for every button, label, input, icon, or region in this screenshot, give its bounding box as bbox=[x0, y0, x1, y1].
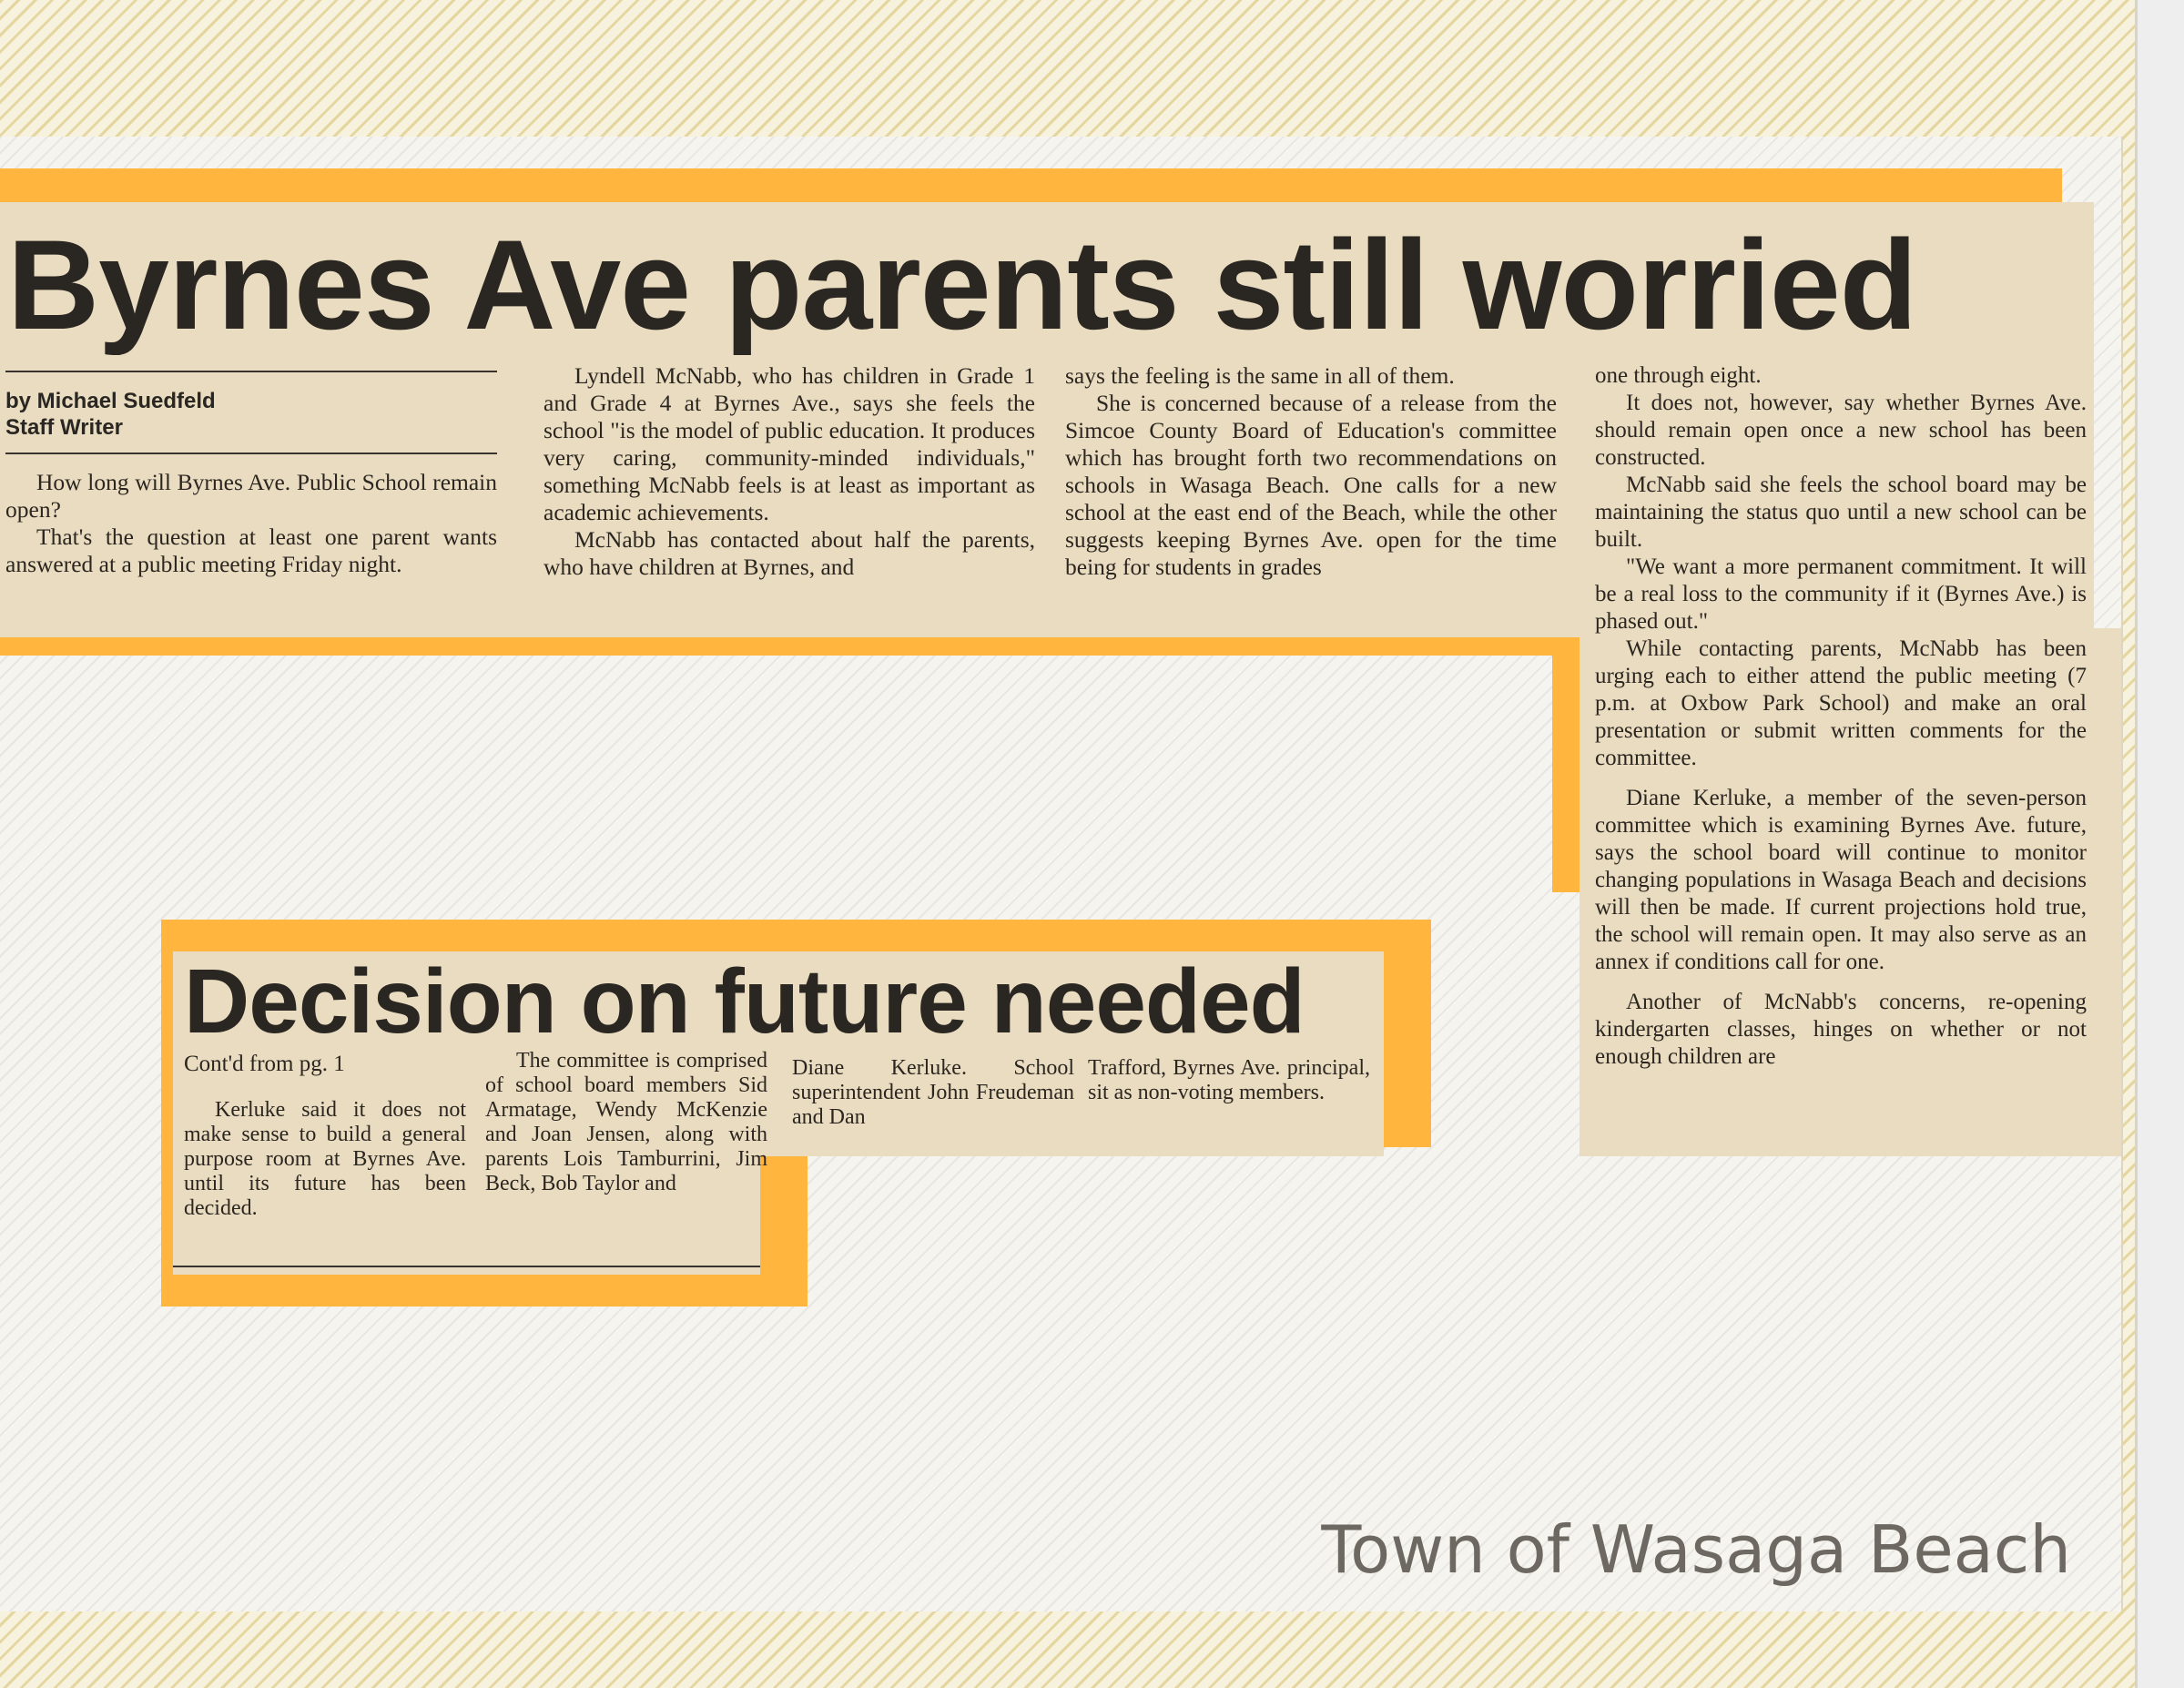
byline-rule-bottom bbox=[5, 453, 497, 454]
article1-column-4 bbox=[1595, 362, 2087, 1156]
paragraph: "We want a more permanent commitment. It will be a real loss to the community if it (Byrnes Ave.) is phased out." bbox=[1595, 554, 2087, 634]
byline bbox=[5, 388, 216, 441]
paragraph: How long will Byrnes Ave. Public School remain open? bbox=[5, 469, 497, 523]
article2-column-4 bbox=[1088, 1056, 1370, 1105]
watermark: Town of Wasaga Beach bbox=[1321, 1511, 2071, 1588]
page-edge bbox=[2135, 0, 2184, 1688]
paragraph: While contacting parents, McNabb has been urging each to either attend the public meeting (7 p.m. at Oxbow Park School) and make an oral presentation or submit written comments for the committee. bbox=[1595, 636, 2087, 770]
paragraph: It does not, however, say whether Byrnes Ave. should remain open once a new school has been constructed. bbox=[1595, 391, 2087, 470]
paragraph: Lyndell McNabb, who has children in Grade 1 and Grade 4 at Byrnes Ave., says she feels the school "is the model of public education. It produces very caring, community-minded individuals," something McNabb feels is at least as important as academic achievements. bbox=[543, 362, 1035, 525]
article1-column-2 bbox=[543, 362, 1035, 581]
article2-column-3 bbox=[792, 1056, 1074, 1130]
paragraph: That's the question at least one parent wants answered at a public meeting Friday night. bbox=[5, 524, 497, 577]
paragraph: Diane Kerluke. School superintendent John Freudeman and Dan bbox=[792, 1056, 1074, 1129]
article2-column-2 bbox=[485, 1049, 767, 1196]
byline-title: Staff Writer bbox=[5, 415, 123, 440]
paragraph: Diane Kerluke, a member of the seven-person committee which is examining Byrnes Ave. future, says the school board will continue to monitor changing populations in Wasaga Beach and decisions will then be made. If current projections hold true, the school will remain open. It may also serve as an annex if conditions call for one. bbox=[1595, 786, 2087, 974]
article2-column-1 bbox=[184, 1098, 466, 1221]
paragraph: McNabb has contacted about half the parents, who have children at Byrnes, and bbox=[543, 526, 1035, 580]
headline-2: Decision on future needed bbox=[184, 951, 1305, 1052]
contd-note: Cont'd from pg. 1 bbox=[184, 1052, 345, 1076]
paragraph: says the feeling is the same in all of them. bbox=[1065, 362, 1455, 389]
paragraph: McNabb said she feels the school board may be maintaining the status quo until a new school can be built. bbox=[1595, 473, 2087, 552]
article2-end-rule bbox=[173, 1266, 760, 1267]
paragraph: She is concerned because of a release from the Simcoe County Board of Education's committee which has brought forth two recommendations on schools in Wasaga Beach. One calls for a new school at the east end of the Beach, while the other suggests keeping Byrnes Ave. open for the time being for students in grades bbox=[1065, 390, 1557, 580]
article1-column-1 bbox=[5, 469, 497, 578]
paragraph: Kerluke said it does not make sense to build a general purpose room at Byrnes Ave. until its future has been decided. bbox=[184, 1098, 466, 1220]
paragraph: Trafford, Byrnes Ave. principal, sit as non-voting members. bbox=[1088, 1056, 1370, 1104]
paragraph: Another of McNabb's concerns, re-opening kindergarten classes, hinges on whether or not enough children are bbox=[1595, 990, 2087, 1069]
headline: Byrnes Ave parents still worried bbox=[7, 213, 1917, 356]
paragraph: one through eight. bbox=[1595, 363, 1762, 388]
byline-name: by Michael Suedfeld bbox=[5, 389, 216, 413]
article1-column-3 bbox=[1065, 362, 1557, 581]
byline-rule-top bbox=[5, 371, 497, 372]
paragraph: The committee is comprised of school board members Sid Armatage, Wendy McKenzie and Joan Jensen, along with parents Lois Tamburrini, Jim Beck, Bob Taylor and bbox=[485, 1049, 767, 1195]
